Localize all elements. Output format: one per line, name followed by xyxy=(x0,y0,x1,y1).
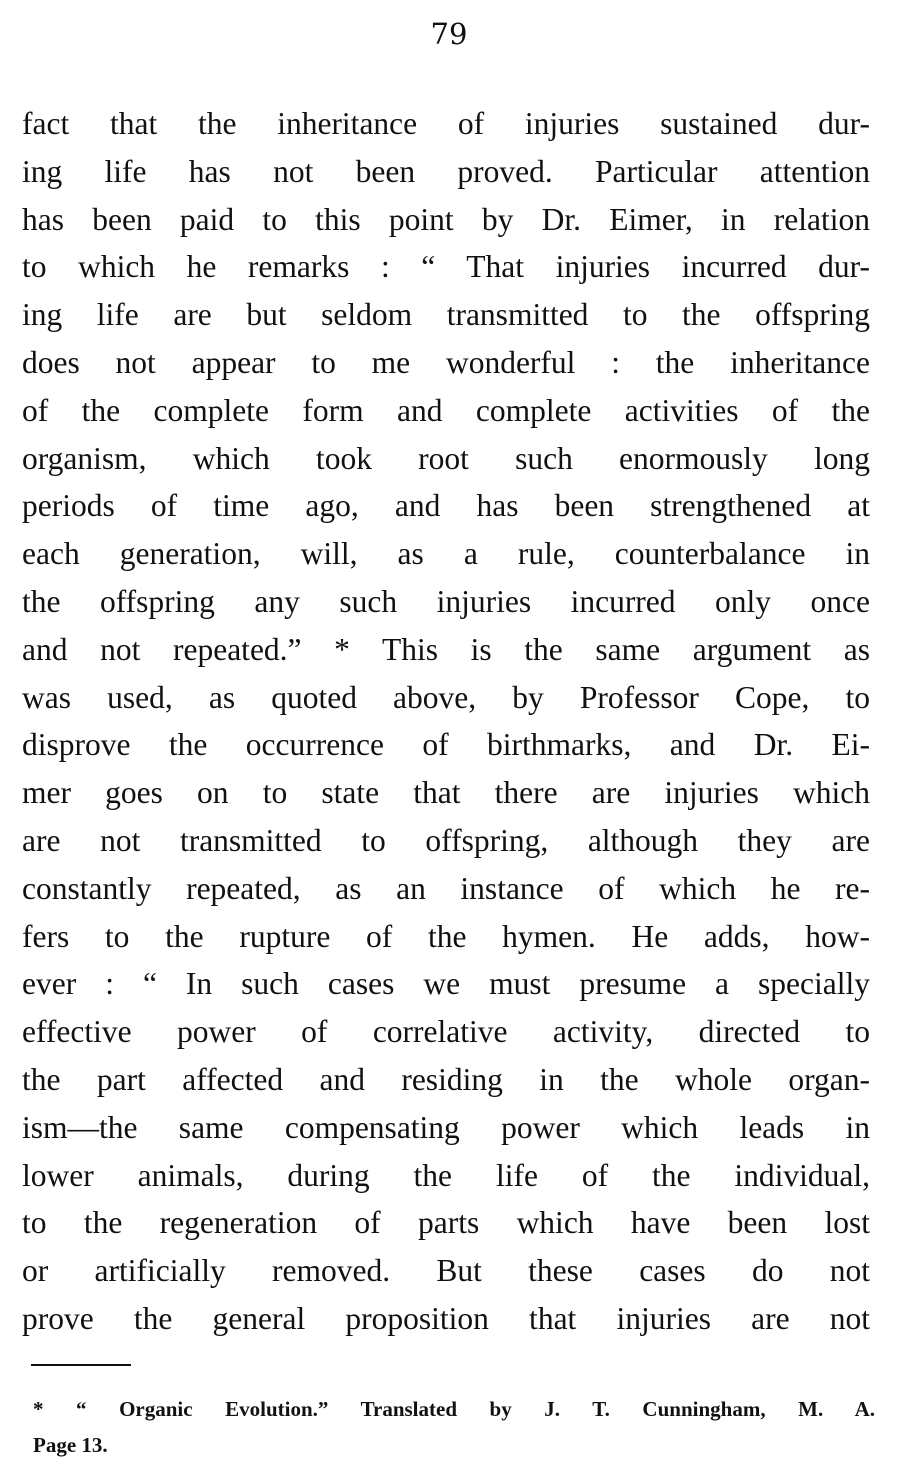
text-line: ing life are but seldom transmitted to the offspring xyxy=(22,297,870,333)
text-line: periods of time ago, and has been strengthened at xyxy=(22,488,870,524)
footnote-line: * “ Organic Evolution.” Translated by J. T. Cunningham, M. A. xyxy=(33,1397,875,1421)
footnote xyxy=(33,1391,875,1463)
text-line: was used, as quoted above, by Professor Cope, to xyxy=(22,679,870,715)
text-line: effective power of correlative activity, directed to xyxy=(22,1014,870,1050)
text-line: ever : “ In such cases we must presume a specially xyxy=(22,966,870,1002)
text-line: fers to the rupture of the hymen. He adds, how- xyxy=(22,918,870,954)
text-line: of the complete form and complete activities of the xyxy=(22,392,870,428)
text-line: ing life has not been proved. Particular attention xyxy=(22,153,870,189)
text-line: to the regeneration of parts which have been lost xyxy=(22,1205,870,1241)
footnote-line: Page 13. xyxy=(33,1433,108,1457)
page-number: 79 xyxy=(430,17,468,51)
text-line: mer goes on to state that there are injuries which xyxy=(22,775,870,811)
body-text xyxy=(22,100,870,1343)
text-line: has been paid to this point by Dr. Eimer, in relation xyxy=(22,201,870,237)
text-line: prove the general proposition that injuries are not xyxy=(22,1300,870,1336)
text-line: the offspring any such injuries incurred only once xyxy=(22,583,870,619)
text-line: and not repeated.” * This is the same argument as xyxy=(22,631,870,667)
text-line: to which he remarks : “ That injuries incurred dur- xyxy=(22,249,870,285)
text-line: constantly repeated, as an instance of which he re- xyxy=(22,870,870,906)
text-line: or artificially removed. But these cases do not xyxy=(22,1253,870,1289)
text-line: lower animals, during the life of the individual, xyxy=(22,1157,870,1193)
text-line: ism—the same compensating power which leads in xyxy=(22,1109,870,1145)
text-line: the part affected and residing in the whole organ- xyxy=(22,1061,870,1097)
text-line: each generation, will, as a rule, counterbalance in xyxy=(22,536,870,572)
text-line: are not transmitted to offspring, although they are xyxy=(22,822,870,858)
text-line: fact that the inheritance of injuries sustained dur- xyxy=(22,106,870,141)
text-line: disprove the occurrence of birthmarks, and Dr. Ei- xyxy=(22,727,870,763)
text-line: organism, which took root such enormously long xyxy=(22,440,870,476)
text-line: does not appear to me wonderful : the inheritance xyxy=(22,344,870,380)
footnote-divider xyxy=(31,1364,131,1366)
